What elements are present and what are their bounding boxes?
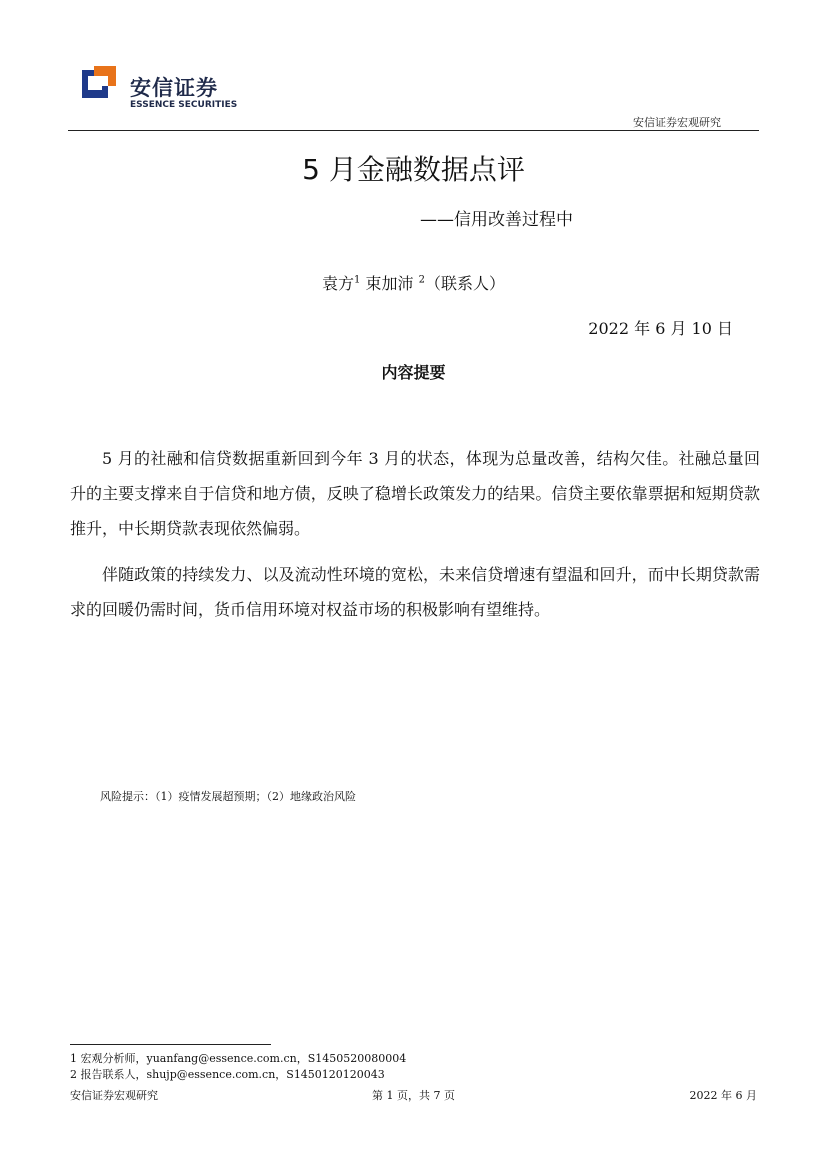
- author-line: [0, 271, 827, 294]
- logo-chinese-name: 安信证券: [130, 76, 218, 100]
- footer-date: 2022 年 6 月: [689, 1089, 757, 1102]
- footnote-marker: 1: [354, 274, 361, 286]
- footnote-divider: [70, 1044, 271, 1045]
- abstract-paragraph: 5 月的社融和信贷数据重新回到今年 3 月的状态，体现为总量改善，结构欠佳。社融总量回升的主要支撑来自于信贷和地方债，反映了稳增长政策发力的结果。信贷主要依靠票据和短期贷款推升，中长期贷款表现依然偏弱。: [70, 449, 760, 538]
- page-subtitle: ——信用改善过程中: [420, 210, 573, 230]
- footnote: 1 宏观分析师，yuanfang@essence.com.cn，S1450520080004: [70, 1052, 407, 1065]
- report-series-label: 安信证券宏观研究: [633, 116, 721, 129]
- abstract-heading: 内容提要: [381, 363, 446, 382]
- footer-series: 安信证券宏观研究: [70, 1089, 158, 1102]
- risk-note: 风险提示：（1）疫情发展超预期；（2）地缘政治风险: [100, 790, 356, 803]
- footnote: 2 报告联系人，shujp@essence.com.cn，S1450120120043: [70, 1068, 385, 1081]
- report-date: 2022 年 6 月 10 日: [588, 319, 733, 338]
- abstract-body: [70, 441, 760, 638]
- author-name: 袁方: [322, 274, 355, 293]
- author-name: 束加沛: [365, 274, 414, 293]
- abstract-paragraph: 伴随政策的持续发力、以及流动性环境的宽松，未来信贷增速有望温和回升，而中长期贷款需求的回暖仍需时间，货币信用环境对权益市场的积极影响有望维持。: [70, 565, 760, 619]
- author-role: （联系人）: [424, 274, 505, 293]
- footer-page-number: 第 1 页，共 7 页: [372, 1089, 455, 1102]
- logo-english-name: ESSENCE SECURITIES: [130, 100, 238, 110]
- header-divider: [68, 130, 759, 131]
- page-title: 5 月金融数据点评: [302, 153, 525, 186]
- footnote-marker: 2: [418, 274, 425, 286]
- essence-logo-icon: [82, 66, 118, 102]
- company-logo: [82, 66, 242, 116]
